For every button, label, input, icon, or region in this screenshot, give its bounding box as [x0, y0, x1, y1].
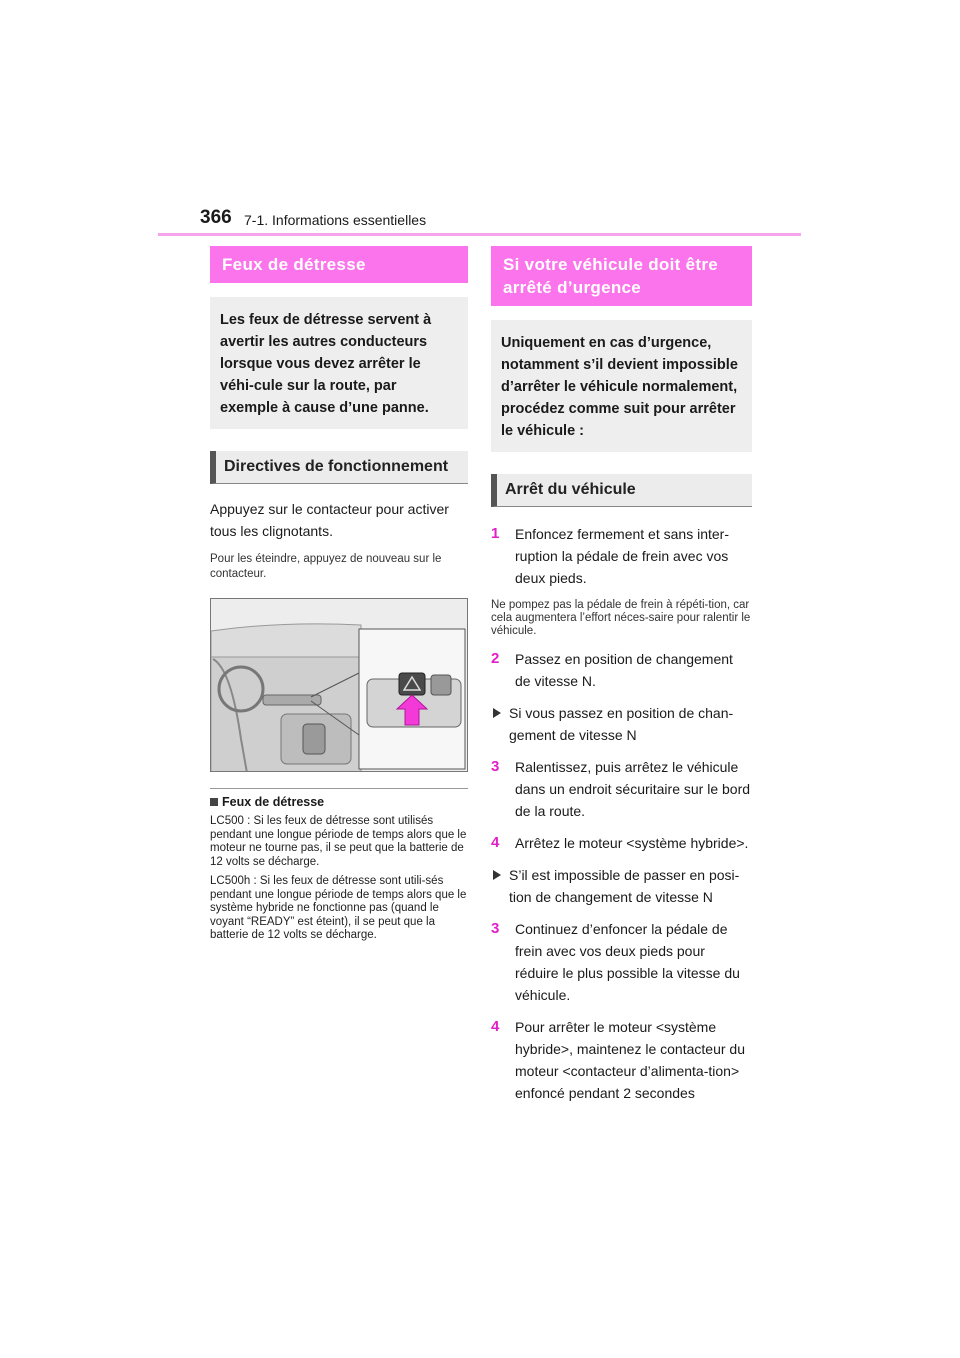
step-text: Arrêtez le moteur <système hybride>. [515, 835, 749, 851]
step-number: 4 [491, 834, 500, 851]
step-2 [491, 648, 752, 692]
step-text: Ralentissez, puis arrêtez le véhicule dans un endroit sécuritaire sur le bord de la route. [515, 759, 751, 819]
step-text: Enfoncez fermement et sans inter-ruption la pédale de frein avec vos deux pieds. [515, 526, 729, 586]
step-3a [491, 756, 752, 822]
step-4b [491, 1016, 752, 1104]
note-heading [210, 795, 468, 809]
intro-box-emergency: Uniquement en cas d’urgence, notamment s’il devient impossible d’arrêter le véhicule normalement, procédez comme suit pour arrêter le véhicule : [491, 320, 752, 452]
step-number: 2 [491, 650, 500, 667]
header-rule [158, 233, 801, 236]
step-number: 3 [491, 920, 500, 937]
dashboard-illustration-svg [211, 599, 468, 772]
section-title-hazard: Feux de détresse [210, 246, 468, 283]
step-text: Passez en position de changement de vitesse N. [515, 651, 733, 689]
note-divider [210, 788, 468, 789]
note-lc500: LC500 : Si les feux de détresse sont utilisés pendant une longue période de temps alors que le moteur ne tourne pas, il se peut que la batterie de 12 volts se décharge. [210, 815, 467, 868]
page-header [158, 205, 801, 235]
step-1 [491, 523, 752, 589]
step-number: 3 [491, 758, 500, 775]
body-text: Appuyez sur le contacteur pour activer tous les clignotants. [210, 501, 449, 539]
step-text: Pour arrêter le moteur <système hybride>, maintenez le contacteur du moteur <contacteur d’alimenta-tion> enfoncé pendant 2 secondes [515, 1019, 745, 1101]
step-number: 1 [491, 525, 500, 542]
step-3b [491, 918, 752, 1006]
small-text: Pour les éteindre, appuyez de nouveau sur le contacteur. [210, 553, 442, 580]
condition-neutral-ok [491, 702, 752, 746]
page-number: 366 [200, 207, 232, 228]
dashboard-illustration [210, 598, 468, 772]
condition-neutral-impossible [491, 864, 752, 908]
triangle-bullet-icon [493, 708, 501, 718]
condition-text: Si vous passez en position de chan-gement de vitesse N [509, 705, 734, 743]
condition-text: S’il est impossible de passer en posi-tion de changement de vitesse N [509, 867, 740, 905]
triangle-bullet-icon [493, 870, 501, 880]
left-column [210, 246, 468, 943]
step-number: 4 [491, 1018, 500, 1035]
chapter-title: 7-1. Informations essentielles [244, 212, 427, 228]
sub-heading-directives: Directives de fonctionnement [210, 451, 468, 484]
note-lc500h: LC500h : Si les feux de détresse sont utili-sés pendant une longue période de temps alors que le système hybride ne fonctionne pas (quand le voyant “READY” est éteint), il se peut que la batterie de 12 volts se décharge. [210, 875, 467, 941]
right-column [491, 246, 752, 1104]
square-bullet-icon [210, 798, 218, 806]
step-4a [491, 832, 752, 854]
section-title-emergency: Si votre véhicule doit être arrêté d’urgence [491, 246, 752, 306]
step-1-note: Ne pompez pas la pédale de frein à répéti-tion, car cela augmentera l’effort néces-saire pour ralentir le véhicule. [491, 599, 751, 637]
step-text: Continuez d’enfoncer la pédale de frein avec vos deux pieds pour réduire le plus possible la vitesse du véhicule. [515, 921, 740, 1003]
sub-heading-stop: Arrêt du véhicule [491, 474, 752, 507]
note-heading-label: Feux de détresse [222, 795, 325, 809]
intro-box: Les feux de détresse servent à avertir les autres conducteurs lorsque vous devez arrêter le véhi-cule sur la route, par exemple à cause d’une panne. [210, 297, 468, 429]
